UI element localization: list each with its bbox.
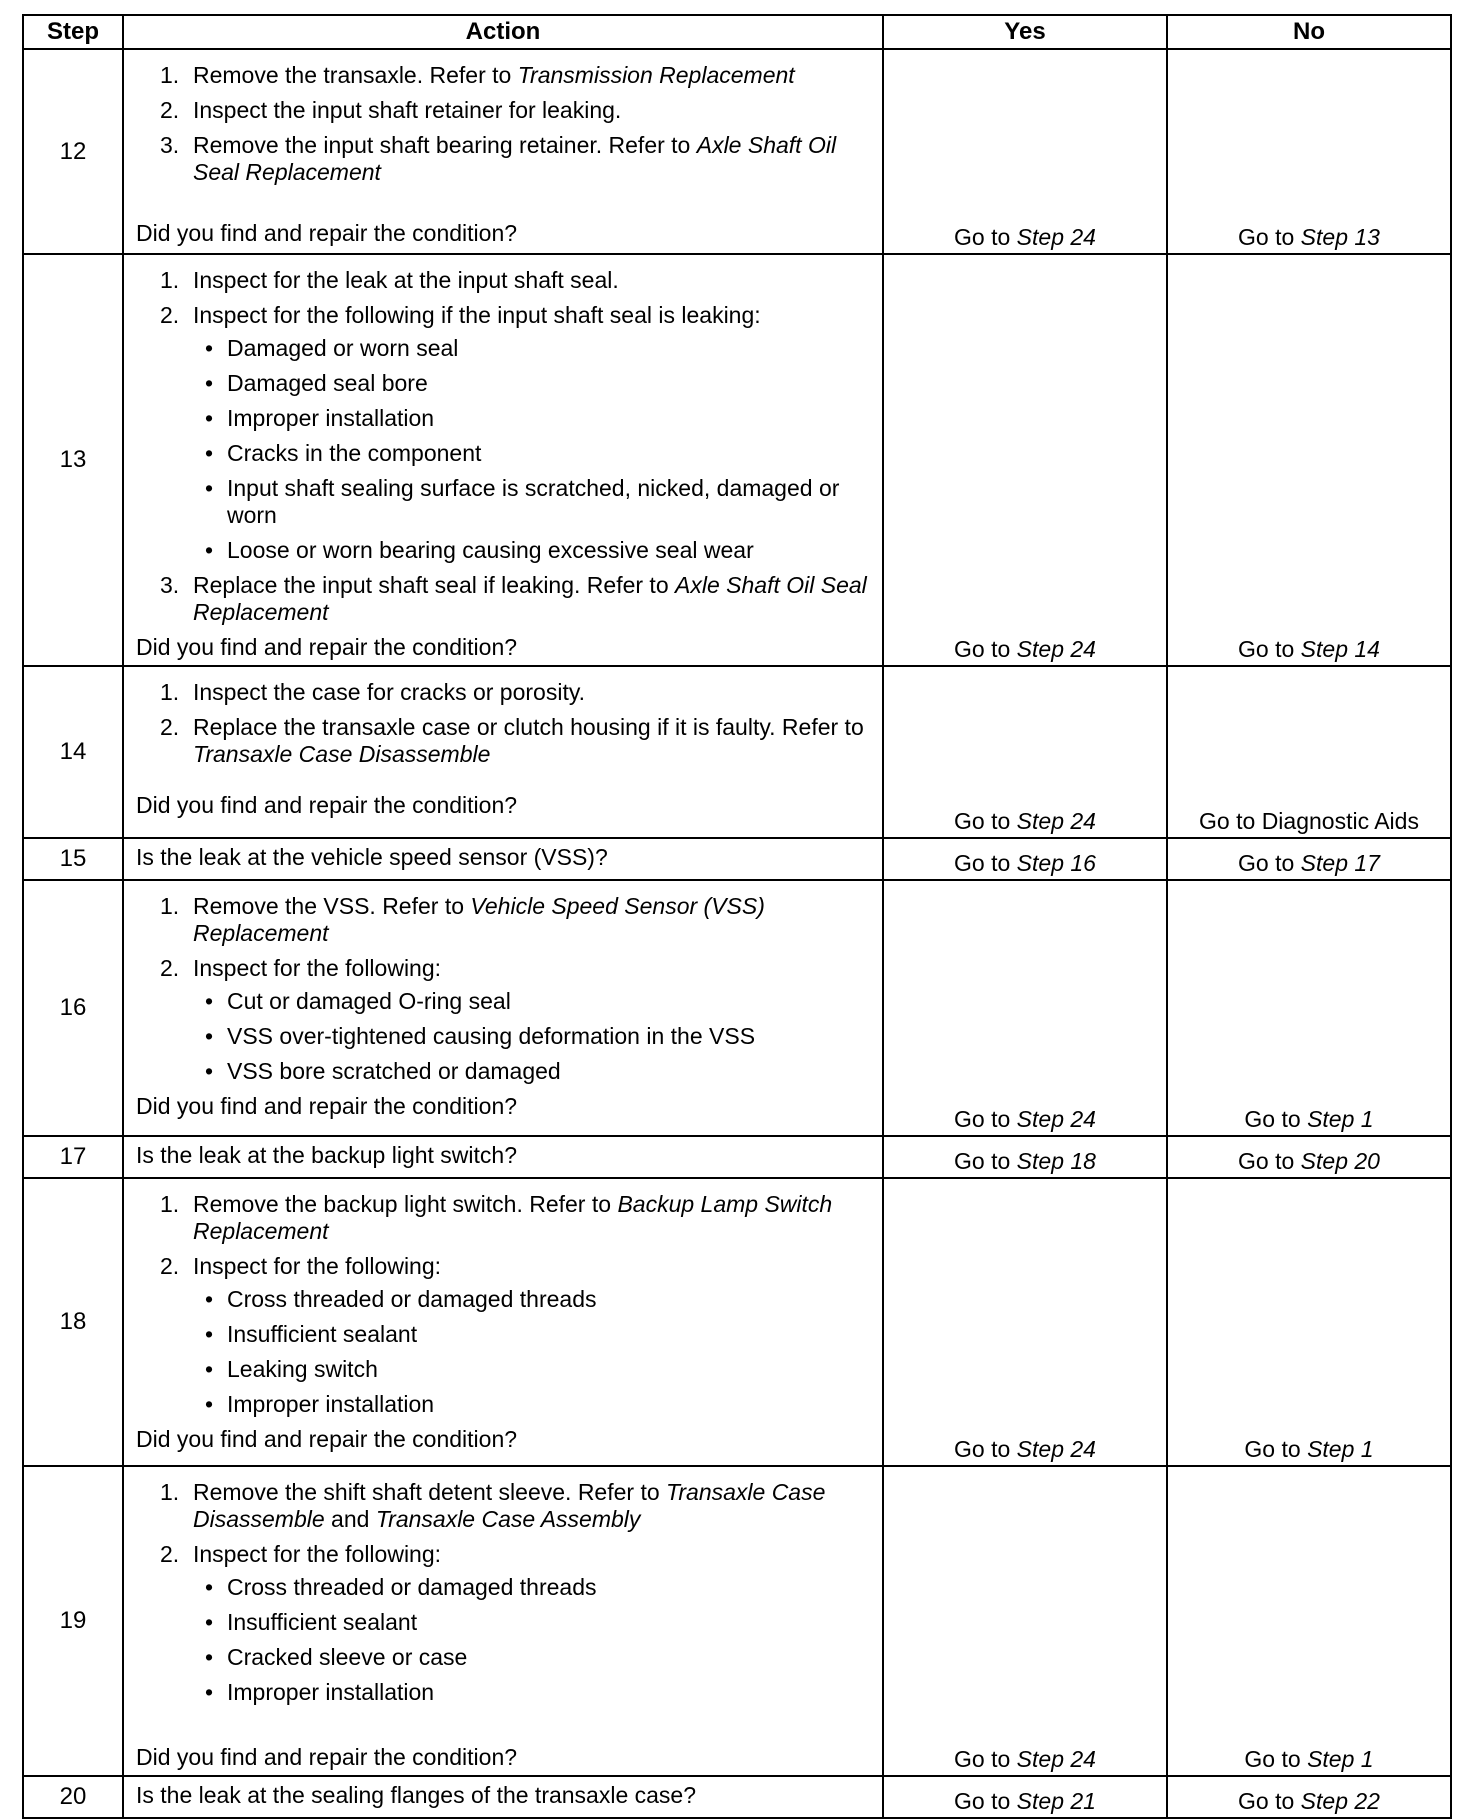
bullet-item: • Cut or damaged O-ring seal bbox=[193, 988, 870, 1015]
table-row-step-17 bbox=[23, 1136, 1451, 1178]
no-cell: Go to Step 1 bbox=[1167, 1178, 1451, 1466]
bullet-item: • Damaged seal bore bbox=[193, 370, 870, 397]
question-text: Did you find and repair the condition? bbox=[136, 1744, 518, 1770]
bullet-item: • Input shaft sealing surface is scratched, nicked, damaged or worn bbox=[193, 475, 870, 529]
instruction-item: 1. Remove the transaxle. Refer to Transmission Replacement bbox=[160, 62, 795, 88]
step-number: 14 bbox=[23, 666, 123, 838]
reference-link: Transaxle Case Disassemble bbox=[193, 741, 491, 767]
action-cell bbox=[123, 1178, 883, 1466]
reference-link: Vehicle Speed Sensor (VSS) Replacement bbox=[193, 893, 765, 946]
diagnostic-table-wrapper bbox=[22, 14, 1450, 1819]
no-cell: Go to Step 22 bbox=[1167, 1776, 1451, 1818]
step-number: 15 bbox=[23, 838, 123, 880]
step-number: 13 bbox=[23, 254, 123, 666]
bullet-item: • Leaking switch bbox=[193, 1356, 870, 1383]
table-row-step-18 bbox=[23, 1178, 1451, 1466]
yes-cell: Go to Step 21 bbox=[883, 1776, 1167, 1818]
diagnostic-table bbox=[22, 14, 1452, 1819]
reference-link: Axle Shaft Oil Seal Replacement bbox=[193, 572, 867, 625]
header-no: No bbox=[1167, 15, 1451, 49]
instruction-item: 3. Remove the input shaft bearing retainer. Refer to Axle Shaft Oil Seal Replacement bbox=[160, 132, 837, 185]
no-cell: Go to Step 20 bbox=[1167, 1136, 1451, 1178]
action-cell bbox=[123, 880, 883, 1136]
step-number: 17 bbox=[23, 1136, 123, 1178]
yes-cell: Go to Step 18 bbox=[883, 1136, 1167, 1178]
table-row-step-20 bbox=[23, 1776, 1451, 1818]
table-row-step-13 bbox=[23, 254, 1451, 666]
reference-link: Transmission Replacement bbox=[517, 62, 795, 88]
instruction-item: 2. Inspect for the following: • Cross threaded or damaged threads • Insufficient sealant • Cracked sleeve or case • Improper installation bbox=[136, 1541, 870, 1706]
yes-cell: Go to Step 24 bbox=[883, 880, 1167, 1136]
instruction-item: 2. Inspect for the following if the input shaft seal is leaking: • Damaged or worn seal • Damaged seal bore • Improper installation • Cracks in the component • Input shaft sealing surface is scratched, nicked, damaged or worn • Loose or worn bearing causing excessive seal wear bbox=[136, 302, 870, 564]
bullet-item: • Improper installation bbox=[193, 1679, 870, 1706]
bullet-item: • Cross threaded or damaged threads bbox=[193, 1286, 870, 1313]
header-yes: Yes bbox=[883, 15, 1167, 49]
yes-cell: Go to Step 24 bbox=[883, 666, 1167, 838]
table-header-row bbox=[23, 15, 1451, 49]
step-number: 20 bbox=[23, 1776, 123, 1818]
instruction-item: 1. Inspect the case for cracks or porosity. bbox=[160, 679, 586, 705]
action-cell bbox=[123, 838, 883, 880]
table-row-step-19 bbox=[23, 1466, 1451, 1776]
reference-link: Backup Lamp Switch Replacement bbox=[193, 1191, 833, 1244]
table-row-step-15 bbox=[23, 838, 1451, 880]
bullet-item: • Insufficient sealant bbox=[193, 1609, 870, 1636]
yes-cell: Go to Step 24 bbox=[883, 254, 1167, 666]
bullet-item: • Cracked sleeve or case bbox=[193, 1644, 870, 1671]
action-cell bbox=[123, 666, 883, 838]
question-text: Did you find and repair the condition? bbox=[136, 1093, 518, 1119]
table-row-step-16 bbox=[23, 880, 1451, 1136]
action-cell bbox=[123, 254, 883, 666]
bullet-item: • Insufficient sealant bbox=[193, 1321, 870, 1348]
yes-cell: Go to Step 16 bbox=[883, 838, 1167, 880]
no-cell: Go to Step 17 bbox=[1167, 838, 1451, 880]
question-text: Is the leak at the sealing flanges of the transaxle case? bbox=[136, 1782, 697, 1808]
instruction-item: 3. Replace the input shaft seal if leaking. Refer to Axle Shaft Oil Seal Replacement bbox=[160, 572, 867, 625]
reference-link: Transaxle Case Assembly bbox=[375, 1506, 641, 1532]
bullet-item: • Cracks in the component bbox=[193, 440, 870, 467]
instruction-item: 1. Remove the shift shaft detent sleeve. Refer to Transaxle Case Disassemble and Transaxle Case Assembly bbox=[160, 1479, 826, 1532]
no-cell: Go to Step 13 bbox=[1167, 49, 1451, 254]
step-number: 18 bbox=[23, 1178, 123, 1466]
no-cell: Go to Step 14 bbox=[1167, 254, 1451, 666]
instruction-item: 1. Remove the backup light switch. Refer to Backup Lamp Switch Replacement bbox=[160, 1191, 833, 1244]
action-cell bbox=[123, 1466, 883, 1776]
reference-link: Axle Shaft Oil Seal Replacement bbox=[193, 132, 837, 185]
action-cell bbox=[123, 1136, 883, 1178]
no-cell: Go to Diagnostic Aids bbox=[1167, 666, 1451, 838]
bullet-item: • VSS bore scratched or damaged bbox=[193, 1058, 870, 1085]
reference-link: Transaxle Case Disassemble bbox=[193, 1479, 826, 1532]
no-cell: Go to Step 1 bbox=[1167, 880, 1451, 1136]
bullet-item: • VSS over-tightened causing deformation in the VSS bbox=[193, 1023, 870, 1050]
question-text: Is the leak at the vehicle speed sensor (VSS)? bbox=[136, 844, 608, 870]
instruction-item: 2. Inspect for the following: • Cross threaded or damaged threads • Insufficient sealant • Leaking switch • Improper installation bbox=[136, 1253, 870, 1418]
bullet-item: • Loose or worn bearing causing excessive seal wear bbox=[193, 537, 870, 564]
step-number: 19 bbox=[23, 1466, 123, 1776]
table-row-step-12 bbox=[23, 49, 1451, 254]
header-step: Step bbox=[23, 15, 123, 49]
instruction-item: 1. Inspect for the leak at the input shaft seal. bbox=[160, 267, 619, 293]
action-cell bbox=[123, 1776, 883, 1818]
header-action: Action bbox=[123, 15, 883, 49]
step-number: 16 bbox=[23, 880, 123, 1136]
question-text: Did you find and repair the condition? bbox=[136, 220, 518, 246]
bullet-item: • Damaged or worn seal bbox=[193, 335, 870, 362]
bullet-item: • Improper installation bbox=[193, 405, 870, 432]
instruction-item: 1. Remove the VSS. Refer to Vehicle Speed Sensor (VSS) Replacement bbox=[160, 893, 765, 946]
instruction-item: 2. Inspect for the following: • Cut or damaged O-ring seal • VSS over-tightened causing deformation in the VSS • VSS bore scratched or damaged bbox=[136, 955, 870, 1085]
bullet-item: • Improper installation bbox=[193, 1391, 870, 1418]
instruction-item: 2. Replace the transaxle case or clutch housing if it is faulty. Refer to Transaxle Case Disassemble bbox=[160, 714, 864, 767]
question-text: Is the leak at the backup light switch? bbox=[136, 1142, 517, 1168]
no-cell: Go to Step 1 bbox=[1167, 1466, 1451, 1776]
step-number: 12 bbox=[23, 49, 123, 254]
yes-cell: Go to Step 24 bbox=[883, 1466, 1167, 1776]
bullet-item: • Cross threaded or damaged threads bbox=[193, 1574, 870, 1601]
table-row-step-14 bbox=[23, 666, 1451, 838]
question-text: Did you find and repair the condition? bbox=[136, 1426, 518, 1452]
yes-cell: Go to Step 24 bbox=[883, 49, 1167, 254]
action-cell bbox=[123, 49, 883, 254]
question-text: Did you find and repair the condition? bbox=[136, 634, 518, 660]
question-text: Did you find and repair the condition? bbox=[136, 792, 518, 818]
instruction-item: 2. Inspect the input shaft retainer for leaking. bbox=[160, 97, 622, 123]
yes-cell: Go to Step 24 bbox=[883, 1178, 1167, 1466]
